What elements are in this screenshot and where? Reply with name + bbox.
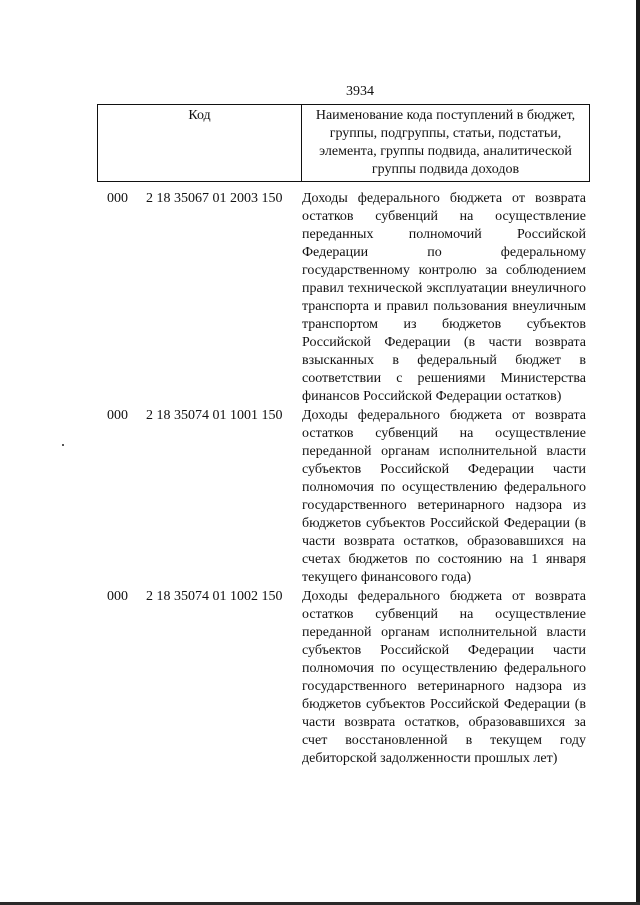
page-number: 3934 [346, 84, 374, 99]
header-name-label: Наименование кода поступлений в бюджет, группы, подгруппы, статьи, подстатьи, элемента, группы подвида, аналитической группы подвида доходов [315, 108, 576, 177]
table-row [0, 588, 640, 768]
table-row [0, 407, 640, 587]
row-description: Доходы федерального бюджета от возврата остатков субвенций на осуществление переданных полномочий Российской Федерации по федеральному государственному контролю за соблюдением правил технической эксплуатации внеуличного транспорта и правил пользования внеуличным транспортом из бюджетов субъектов Российской Федерации (в части возврата взысканных в федеральный бюджет в соответствии с решениями Министерства финансов Российской Федерации остатков) [302, 191, 586, 404]
row-budget-code: 2 18 35074 01 1002 150 [146, 589, 283, 604]
table-header [97, 104, 590, 182]
table-body [0, 190, 640, 768]
row-description: Доходы федерального бюджета от возврата остатков субвенций на осуществление переданной органам исполнительной власти субъектов Российской Федерации части полномочия по осуществлению федерального государственного ветеринарного надзора из бюджетов субъектов Российской Федерации (в части возврата остатков, образовавшихся за счет восстановленной в текущем году дебиторской задолженности прошлых лет) [302, 589, 586, 766]
table-row [0, 190, 640, 406]
row-budget-code: 2 18 35074 01 1001 150 [146, 408, 283, 423]
row-budget-code: 2 18 35067 01 2003 150 [146, 191, 283, 206]
header-code-label: Код [98, 105, 302, 181]
row-admin-code: 000 [107, 191, 128, 206]
row-admin-code: 000 [107, 589, 128, 604]
row-description: Доходы федерального бюджета от возврата остатков субвенций на осуществление переданной органам исполнительной власти субъектов Российской Федерации части полномочия по осуществлению федерального государственного ветеринарного надзора из бюджетов субъектов Российской Федерации (в части возврата остатков, образовавшихся на счетах бюджетов по состоянию на 1 января текущего финансового года) [302, 408, 586, 585]
row-admin-code: 000 [107, 408, 128, 423]
